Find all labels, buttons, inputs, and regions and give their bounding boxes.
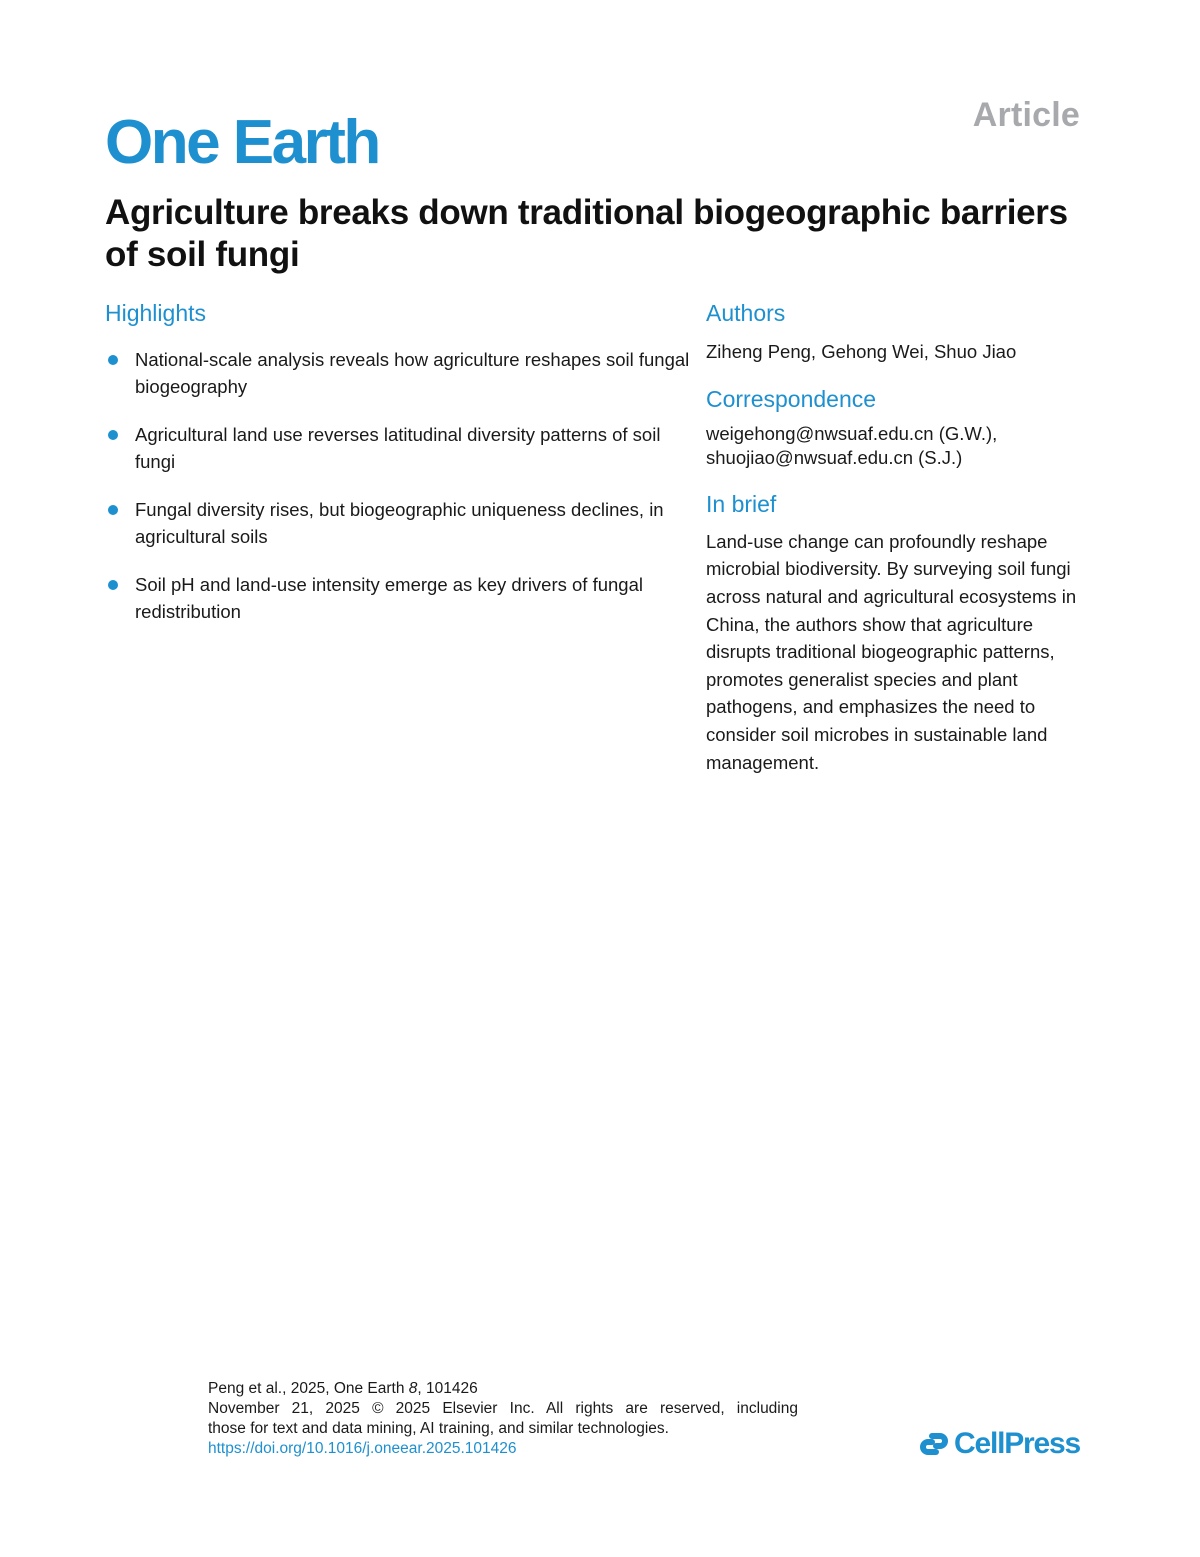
- authors-heading: Authors: [706, 300, 786, 326]
- article-type-label: Article: [972, 96, 1080, 134]
- citation-volume: 8: [408, 1380, 418, 1397]
- highlight-text: Soil pH and land-use intensity emerge as key drivers of fungal redistribution: [135, 573, 643, 623]
- doi-link[interactable]: https://doi.org/10.1016/j.oneear.2025.101426: [208, 1440, 517, 1457]
- bullet-icon: [108, 355, 118, 365]
- highlight-item: [105, 571, 690, 626]
- highlight-text: Fungal diversity rises, but biogeographic uniqueness declines, in agricultural soils: [135, 498, 664, 548]
- in-brief-section: [706, 491, 1091, 776]
- author-names: Ziheng Peng, Gehong Wei, Shuo Jiao: [706, 340, 1017, 362]
- cellpress-icon: [918, 1428, 950, 1460]
- highlights-list: [105, 346, 690, 626]
- highlights-section: [105, 300, 690, 646]
- highlight-item: [105, 421, 690, 476]
- authors-section: [706, 300, 1091, 365]
- bullet-icon: [108, 430, 118, 440]
- cellpress-logo: [918, 1427, 1080, 1461]
- article-title: Agriculture breaks down traditional biogeographic barriers of soil fungi: [105, 193, 1068, 274]
- publisher-name: CellPress: [954, 1427, 1080, 1460]
- bullet-icon: [108, 505, 118, 515]
- citation-suffix: , 101426: [417, 1380, 478, 1397]
- highlight-item: [105, 496, 690, 551]
- rights-line: those for text and data mining, AI training, and similar technologies.: [208, 1420, 669, 1437]
- highlight-text: National-scale analysis reveals how agriculture reshapes soil fungal biogeography: [135, 348, 690, 398]
- in-brief-text: Land-use change can profoundly reshape microbial biodiversity. By surveying soil fungi across natural and agricultural ecosystems in China, the authors show that agriculture disrupts traditional biogeographic patterns, promotes generalist species and plant pathogens, and emphasizes the need to consider soil microbes in sustainable land management.: [706, 530, 1077, 773]
- highlights-heading: Highlights: [105, 300, 206, 326]
- rights-line: November 21, 2025 © 2025 Elsevier Inc. All rights are reserved, including: [208, 1400, 798, 1417]
- bullet-icon: [108, 580, 118, 590]
- highlight-text: Agricultural land use reverses latitudinal diversity patterns of soil fungi: [135, 423, 661, 473]
- correspondence-email[interactable]: shuojiao@nwsuaf.edu.cn (S.J.): [706, 447, 963, 469]
- correspondence-section: [706, 386, 1091, 471]
- citation-footer: [208, 1379, 798, 1459]
- journal-name: One Earth: [105, 108, 379, 177]
- in-brief-heading: In brief: [706, 491, 777, 518]
- sidebar-info: [706, 300, 1091, 797]
- citation-line: [208, 1379, 798, 1399]
- citation-prefix: Peng et al., 2025, One Earth: [208, 1380, 409, 1397]
- highlight-item: [105, 346, 690, 401]
- correspondence-heading: Correspondence: [706, 385, 877, 412]
- correspondence-email[interactable]: weigehong@nwsuaf.edu.cn (G.W.),: [706, 423, 998, 445]
